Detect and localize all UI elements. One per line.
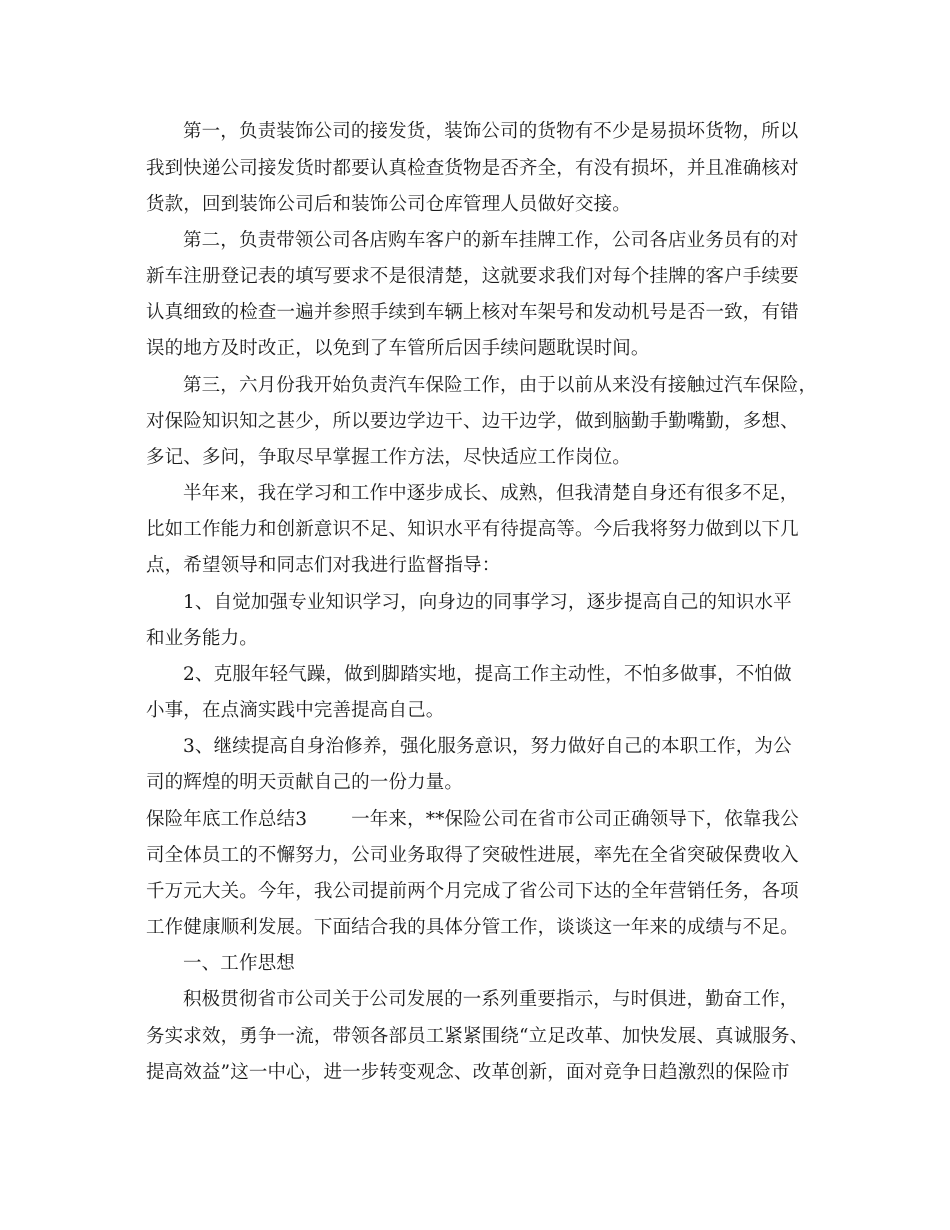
text-line: 多记、多问，争取尽早掌握工作方法，尽快适应工作岗位。 [146, 447, 631, 468]
text-line: 新车注册登记表的填写要求不是很清楚，这就要求我们对每个挂牌的客户手续要 [146, 266, 799, 287]
text-line: 2、克服年轻气躁，做到脚踏实地，提高工作主动性，不怕多做事，不怕做 [183, 664, 792, 685]
text-line: 比如工作能力和创新意识不足、知识水平有待提高等。今后我将努力做到以下几 [146, 519, 799, 540]
text-line: 点，希望领导和同志们对我进行监督指导： [146, 555, 501, 576]
section-line [146, 808, 799, 832]
text-line: 认真细致的检查一遍并参照手续到车辆上核对车架号和发动机号是否一致，有错 [146, 302, 799, 323]
text-line: 司全体员工的不懈努力，公司业务取得了突破性进展，率先在全省突破保费收入 [146, 845, 799, 866]
text-line: 对保险知识知之甚少，所以要边学边干、边干边学，做到脑勤手勤嘴勤，多想、 [146, 411, 799, 432]
text-line: 和业务能力。 [146, 628, 258, 649]
text-line: 1、自觉加强专业知识学习，向身边的同事学习，逐步提高自己的知识水平 [183, 592, 792, 613]
section-heading: 保险年底工作总结3 [146, 809, 308, 830]
text-line: 误的地方及时改正，以免到了车管所后因手续问题耽误时间。 [146, 338, 650, 359]
text-line: 司的辉煌的明天贡献自己的一份力量。 [146, 772, 464, 793]
text-line: 第三，六月份我开始负责汽车保险工作，由于以前从来没有接触过汽车保险， [183, 375, 818, 396]
text-line: 提高效益”这一中心，进一步转变观念、改革创新，面对竞争日趋激烈的保险市 [146, 1062, 790, 1083]
text-line: 务实求效，勇争一流，带领各部员工紧紧围绕“立足改革、加快发展、真诚服务、 [146, 1026, 809, 1047]
text-line: 一年来，**保险公司在省市公司正确领导下，依靠我公 [351, 809, 799, 830]
text-line: 第二，负责带领公司各店购车客户的新车挂牌工作，公司各店业务员有的对 [183, 230, 799, 251]
text-line: 半年来，我在学习和工作中逐步成长、成熟，但我清楚自身还有很多不足， [183, 483, 799, 504]
text-line: 3、继续提高自身治修养，强化服务意识，努力做好自己的本职工作，为公 [183, 736, 792, 757]
text-line: 第一，负责装饰公司的接发货，装饰公司的货物有不少是易损坏货物，所以 [183, 121, 799, 142]
subheading: 一、工作思想 [183, 953, 295, 974]
text-line: 工作健康顺利发展。下面结合我的具体分管工作，谈谈这一年来的成绩与不足。 [146, 917, 799, 938]
text-line: 货款，回到装饰公司后和装饰公司仓库管理人员做好交接。 [146, 194, 631, 215]
text-line: 小事，在点滴实践中完善提高自己。 [146, 700, 445, 721]
text-line: 积极贯彻省市公司关于公司发展的一系列重要指示，与时俱进，勤奋工作， [183, 989, 799, 1010]
text-line: 千万元大关。今年，我公司提前两个月完成了省公司下达的全年营销任务，各项 [146, 881, 799, 902]
text-line: 我到快递公司接发货时都要认真检查货物是否齐全，有没有损坏，并且准确核对 [146, 158, 799, 179]
